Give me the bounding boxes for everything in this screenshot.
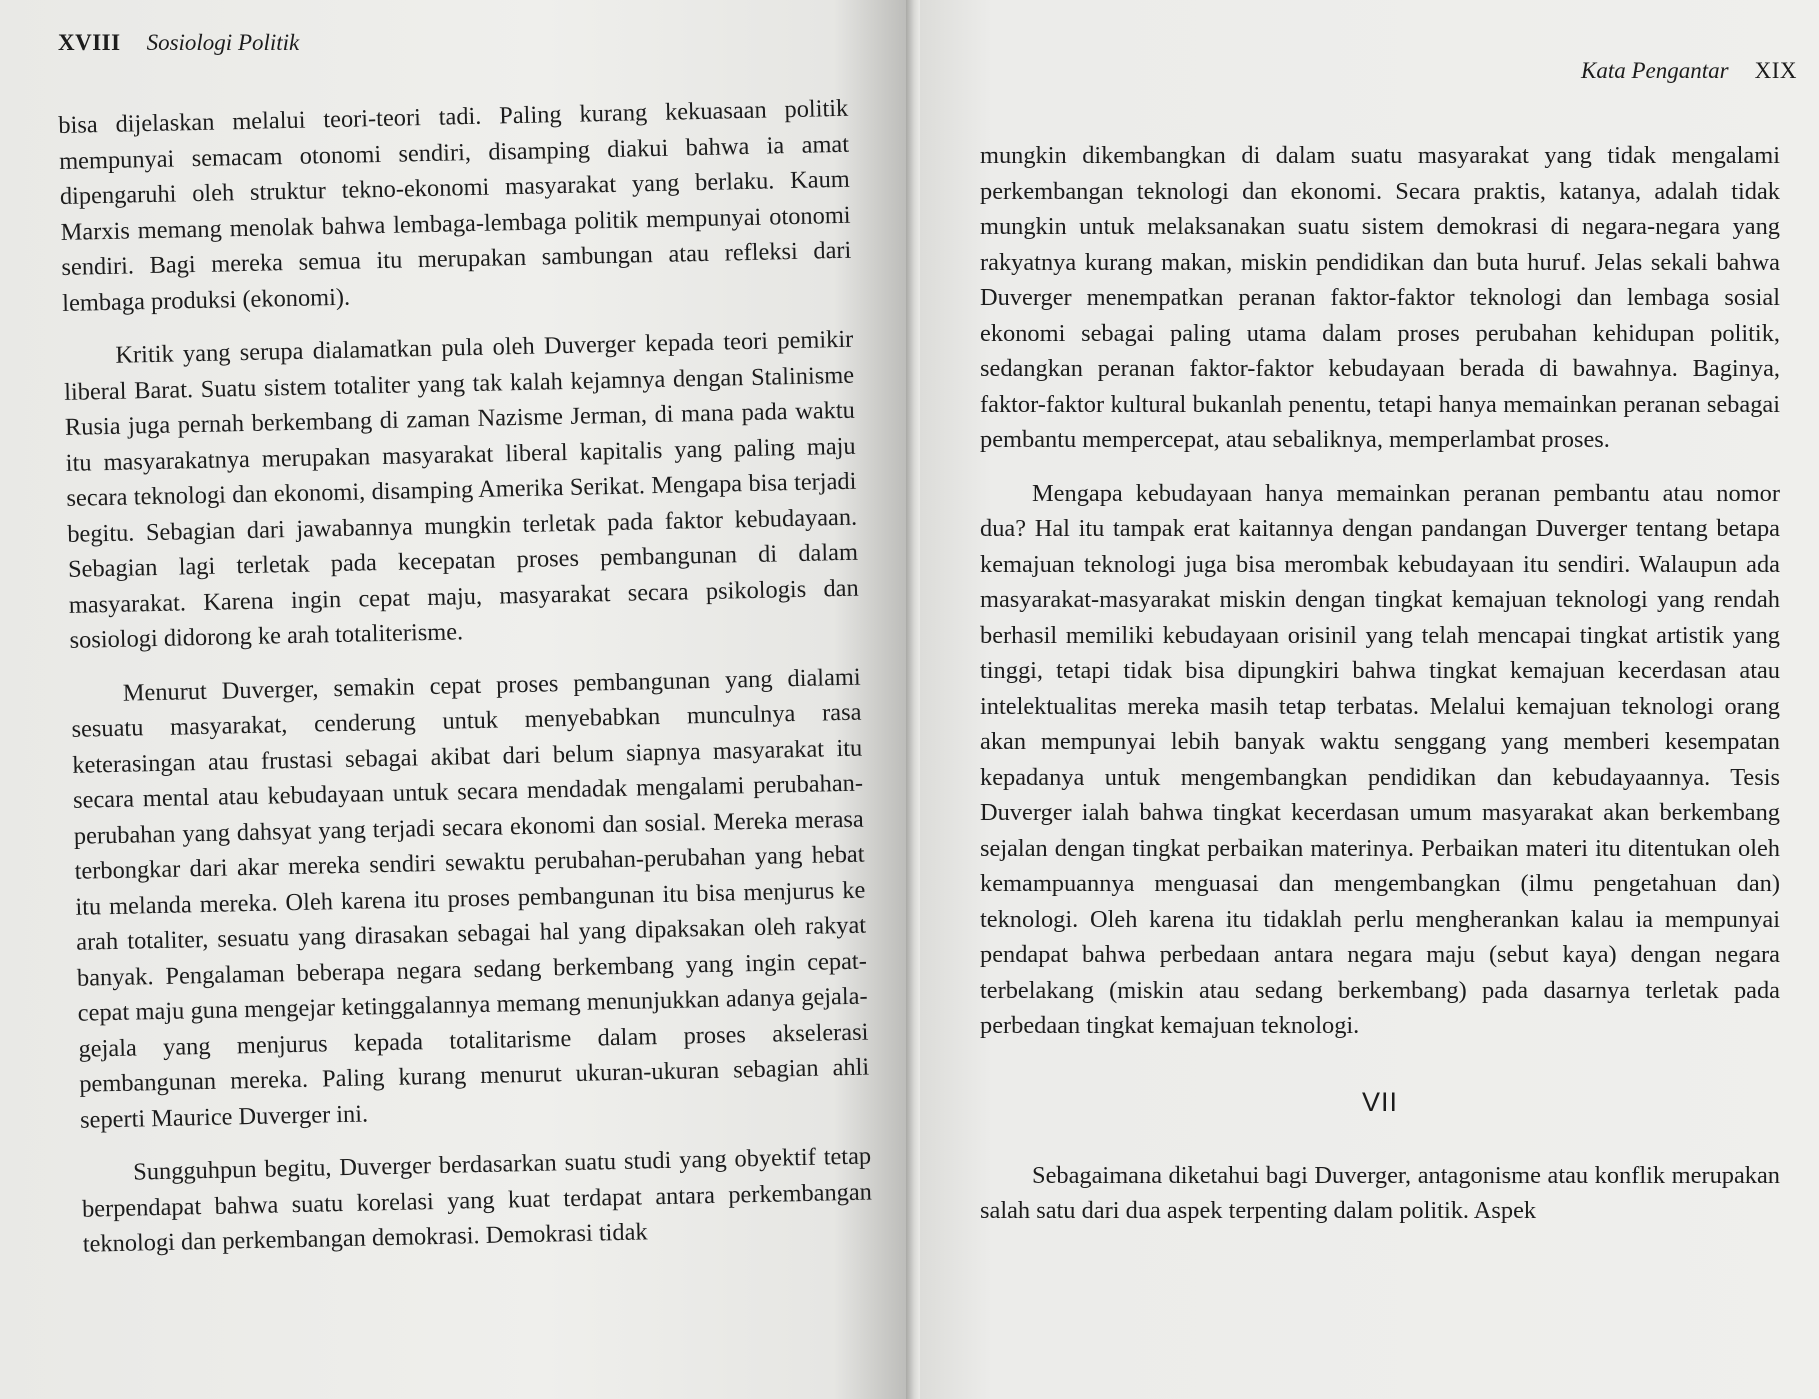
paragraph: Mengapa kebudayaan hanya memainkan peranan pembantu atau nomor dua? Hal itu tampak erat kaitannya dengan pandangan Duverger tentang betapa kemajuan teknologi juga bisa merombak kebudayaan itu sendiri. Walaupun ada masyarakat-masyarakat miskin dengan tingkat kemajuan teknologi yang rendah berhasil memiliki kebudayaan orisinil yang telah mencapai tingkat artistik yang tinggi, tetapi tidak bisa dipungkiri bahwa tingkat kemajuan kecerdasan atau intelektualitas mereka masih tetap terbatas. Melalui kemajuan teknologi orang akan mempunyai lebih banyak waktu senggang yang memberi kesempatan kepadanya untuk mengembangkan pendidikan dan kebudayaannya. Tesis Duverger ialah bahwa tingkat kecerdasan umum masyarakat akan berkembang sejalan dengan tingkat perbaikan materinya. Perbaikan materi itu ditentukan oleh kemampuannya menguasai dan mengembangkan (ilmu pengetahuan dan) teknologi. Oleh karena itu tidaklah perlu mengherankan kalau ia mempunyai pendapat bahwa perbedaan antara negara maju (sebut kaya) dengan negara terbelakang (miskin atau sedang berkembang) pada dasarnya terletak pada perbedaan tingkat kemajuan teknologi. (980, 479, 1780, 1039)
left-running-head (58, 28, 848, 70)
paragraph: Sebagaimana diketahui bagi Duverger, antagonisme atau konflik merupakan salah satu dari dua aspek terpenting dalam politik. Aspek (980, 1161, 1780, 1224)
section-number: VII (1361, 1086, 1398, 1117)
right-running-head (980, 56, 1797, 98)
right-page-body (980, 138, 1780, 1229)
paragraph: mungkin dikembangkan di dalam suatu masyarakat yang tidak mengalami perkembangan teknologi dan ekonomi. Secara praktis, katanya, adalah tidak mungkin untuk melaksanakan suatu sistem demokrasi di negara-negara yang rakyatnya kurang makan, miskin pendidikan dan buta huruf. Jelas sekali bahwa Duverger menempatkan peranan faktor-faktor teknologi dan lembaga sosial ekonomi sebagai paling utama dalam proses perubahan kehidupan politik, sedangkan peranan faktor-faktor kebudayaan berada di bawahnya. Baginya, faktor-faktor kultural bukanlah penentu, tetapi hanya memainkan peranan sebagai pembantu mempercepat, atau sebaliknya, memperlambat proses. (980, 142, 1780, 453)
left-running-title: Sosiologi Politik (146, 30, 300, 55)
right-page-number: XIX (1754, 58, 1797, 83)
paragraph: Menurut Duverger, semakin cepat proses pembangunan yang dialami sesuatu masyarakat, cenderung untuk menyebabkan munculnya rasa keterasingan atau frustasi sebagai akibat dari belum siapnya masyarakat itu secara mental atau kebudayaan untuk secara mendadak mengalami perubahan-perubahan yang dahsyat yang terjadi secara ekonomi dan sosial. Mereka merasa terbongkar dari akar mereka sendiri sewaktu perubahan-perubahan yang hebat itu melanda mereka. Oleh karena itu proses pembangunan itu bisa menjurus ke arah totaliter, sesuatu yang dirasakan sebagai hal yang dipaksakan oleh rakyat banyak. Pengalaman beberapa negara sedang berkembang yang ingin cepat-cepat maju guna mengejar ketinggalannya memang menunjukkan adanya gejala-gejala yang menjurus kepada totalitarisme dalam proses akselerasi pembangunan mereka. Paling kurang menurut ukuran-ukuran sebagian ahli seperti Maurice Duverger ini. (71, 663, 870, 1134)
paragraph: bisa dijelaskan melalui teori-teori tadi. Paling kurang kekuasaan politik mempunyai semacam otonomi sendiri, disamping diakui bahwa ia amat dipengaruhi oleh struktur tekno-ekonomi masyarakat yang berlaku. Kaum Marxis memang menolak bahwa lembaga-lembaga politik mempunyai otonomi sendiri. Bagi mereka semua itu merupakan sambungan atau refleksi dari lembaga produksi (ekonomi). (58, 94, 852, 317)
paragraph: Kritik yang serupa dialamatkan pula oleh Duverger kepada teori pemikir liberal Barat. Suatu sistem totaliter yang tak kalah kejamnya dengan Stalinisme Rusia juga pernah berkembang di zaman Nazisme Jerman, di mana pada waktu itu masyarakatnya merupakan masyarakat liberal kapitalis yang paling maju secara teknologi dan ekonomi, disamping Amerika Serikat. Mengapa bisa terjadi begitu. Sebagian dari jawabannya mungkin terletak pada faktor kebudayaan. Sebagian lagi terletak pada kecepatan proses pembangunan di dalam masyarakat. Karena ingin cepat maju, masyarakat secara psikologis dan sosiologi didorong ke arah totaliterisme. (63, 325, 859, 654)
book-gutter (906, 0, 920, 1399)
left-page-body (58, 91, 873, 1262)
right-page (920, 0, 1819, 1399)
paragraph: Sungguhpun begitu, Duverger berdasarkan suatu studi yang obyektif tetap berpendapat bahwa suatu korelasi yang kuat terdapat antara perkembangan teknologi dan perkembangan demokrasi. Demokrasi tidak (81, 1142, 873, 1258)
left-page (0, 0, 906, 1399)
left-page-number: XVIII (58, 30, 121, 55)
right-running-title: Kata Pengantar (1581, 58, 1729, 83)
